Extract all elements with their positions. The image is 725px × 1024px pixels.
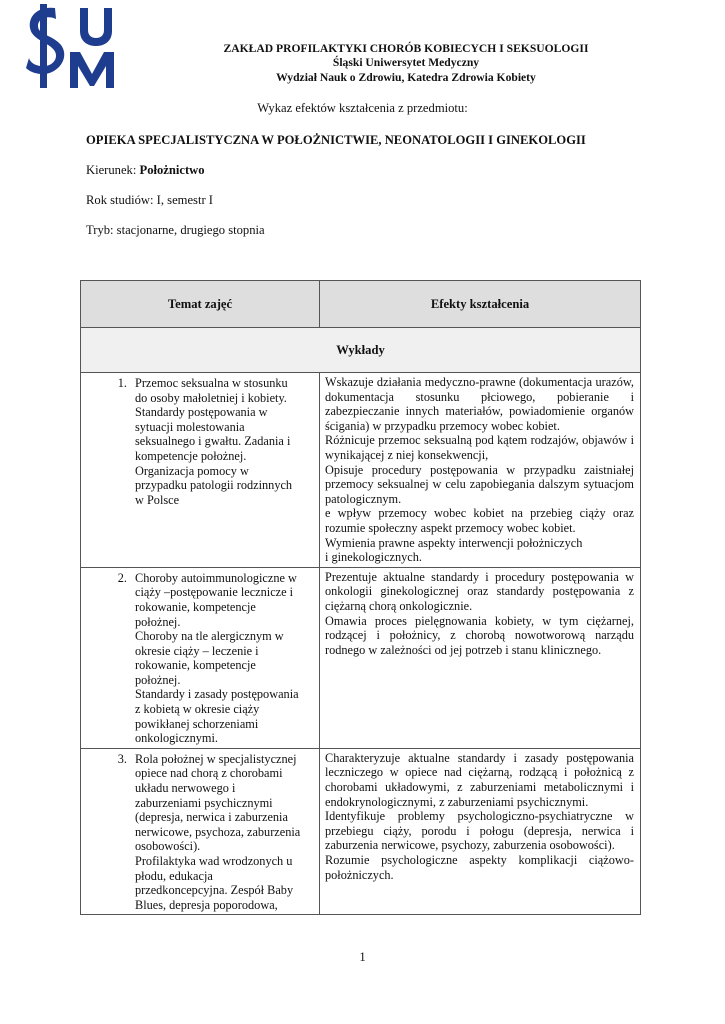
section-row [81,328,641,373]
topic-line: sytuacji molestowania [135,419,245,434]
topic-line: w Polsce [135,492,180,507]
table-row [81,373,641,568]
topic-line: rokowanie, kompetencje [135,599,256,614]
topic-line: Profilaktyka wad wrodzonych u [135,854,293,868]
effect-text: Opisuje procedury postępowania w przypadku zaistniałej przemocy seksualnej w celu zapobiegania dalszym sytuacjom patologicznym. [325,462,634,506]
topic-line: Rola położnej w specjalistycznej [135,751,297,766]
topic-number: 3. [117,751,127,766]
header-department: ZAKŁAD PROFILAKTYKI CHORÓB KOBIECYCH I SEKSUOLOGII [223,42,589,55]
header-university: Śląski Uniwersytet Medyczny [332,56,480,70]
topic-cell [81,567,320,748]
meta-kierunek [86,163,205,178]
topic-line: układu nerwowego i [135,781,236,796]
header-effects: Efekty kształcenia [320,281,641,328]
topic-cell [81,373,320,568]
effect-text: i ginekologicznych. [325,550,422,565]
topic-line: nerwicowe, psychoza, zaburzenia [135,824,301,839]
topic-line: (depresja, nerwica i zaburzenia [135,810,288,825]
topic-line: do osoby małoletniej i kobiety. [135,390,287,405]
topic-line: przedkoncepcyjna. Zespół Baby [135,883,294,898]
sum-university-logo [22,2,144,90]
table-body [81,373,641,915]
topic-line: Przemoc seksualna w stosunku [135,376,288,390]
document-header [150,42,662,85]
topic-line: położnej. [135,614,181,629]
topic-line: zaburzeniami psychicznymi [135,795,273,810]
kierunek-value: Położnictwo [139,163,205,177]
topic-line: Standardy i zasady postępowania [135,687,299,702]
learning-outcomes-table [80,280,641,915]
meta-mode: Tryb: stacjonarne, drugiego stopnia [86,223,265,237]
effects-cell [320,567,641,748]
table-header-row [81,281,641,328]
topic-line: okresie ciąży – leczenie i [135,643,259,658]
topic-line: seksualnego i gwałtu. Zadania i [135,434,291,449]
course-title: OPIEKA SPECJALISTYCZNA W POŁOŻNICTWIE, NEONATOLOGII I GINEKOLOGII [86,133,586,147]
topic-line: onkologicznymi. [135,731,218,746]
table-row [81,567,641,748]
topic-line: Organizacja pomocy w [135,463,249,478]
topic-line: przypadku patologii rodzinnych [135,478,293,493]
intro-line: Wykaz efektów kształcenia z przedmiotu: [257,101,468,115]
topic-cell [81,748,320,915]
topic-number: 2. [117,570,127,585]
effect-text: e wpływ przemocy wobec kobiet na przebieg ciąży oraz rozumie społeczny aspekt przemocy wobec kobiet. [325,506,634,535]
effect-text: Omawia proces pielęgnowania kobiety, w tym ciężarnej, rodzącej i położnicy, z chorobą nowotworową narządu rodnego w zależności od jej potrzeb i stanu klinicznego. [325,613,634,657]
section-lectures: Wykłady [81,328,641,373]
header-faculty: Wydział Nauk o Zdrowiu, Katedra Zdrowia Kobiety [276,70,536,84]
meta-year: Rok studiów: I, semestr I [86,193,213,207]
topic-line: opiece nad chorą z chorobami [135,766,283,781]
effect-text: Różnicuje przemoc seksualną pod kątem rodzajów, objawów i wynikającej z niej konsekwencji, [325,433,634,462]
topic-line: z kobietą w okresie ciąży [135,702,260,717]
effect-text: Rozumie psychologiczne aspekty komplikacji ciążowo-położniczych. [325,853,634,882]
topic-line: osobowości). [135,839,201,854]
topic-line: Choroby na tle alergicznym w [135,629,284,644]
effects-cell [320,748,641,915]
page-number: 1 [359,950,366,964]
effect-text: Wymienia prawne aspekty interwencji położniczych [325,535,583,550]
topic-line: rokowanie, kompetencje [135,658,256,673]
topic-number: 1. [117,376,127,390]
topic-line: Choroby autoimmunologiczne w [135,570,297,585]
header-topic: Temat zajęć [81,281,320,328]
logo-text: SUM [22,2,25,3]
topic-line: ciąży –postępowanie lecznicze i [135,585,294,600]
effect-text: Wskazuje działania medyczno-prawne (dokumentacja urazów, dokumentacja stosunku płciowego, pobieranie i zabezpieczanie innych materiałów, powiadomienie organów ścigania) w przypadku przemocy wobec kobiet. [325,375,634,433]
effect-text: Identyfikuje problemy psychologiczno-psychiatryczne w przebiegu ciąży, porodu i połogu (depresja, nerwica i zaburzenia nerwicowe, psychozy, zaburzenia osobowości). [325,809,634,853]
table-row [81,748,641,915]
topic-line: Standardy postępowania w [135,405,268,420]
topic-line: Blues, depresja poporodowa, [135,897,278,912]
topic-line: powikłanej schorzeniami [135,716,259,731]
effect-text: Charakteryzuje aktualne standardy i zasady postępowania leczniczego w opiece nad ciężarną, rodzącą i położnicą z chorobami układowymi, z zaburzeniami metabolicznymi i endokrynologicznymi, z zaburzeniami psychicznymi. [325,750,634,809]
effects-cell [320,373,641,568]
topic-line: kompetencje położnej. [135,448,247,463]
kierunek-label: Kierunek: [86,163,140,177]
topic-line: położnej. [135,672,181,687]
effect-text: Prezentuje aktualne standardy i procedury postępowania w onkologii ginekologicznej oraz standardy postępowania z ciężarną chorą onkologicznie. [325,569,634,613]
topic-line: płodu, edukacja [135,868,213,883]
